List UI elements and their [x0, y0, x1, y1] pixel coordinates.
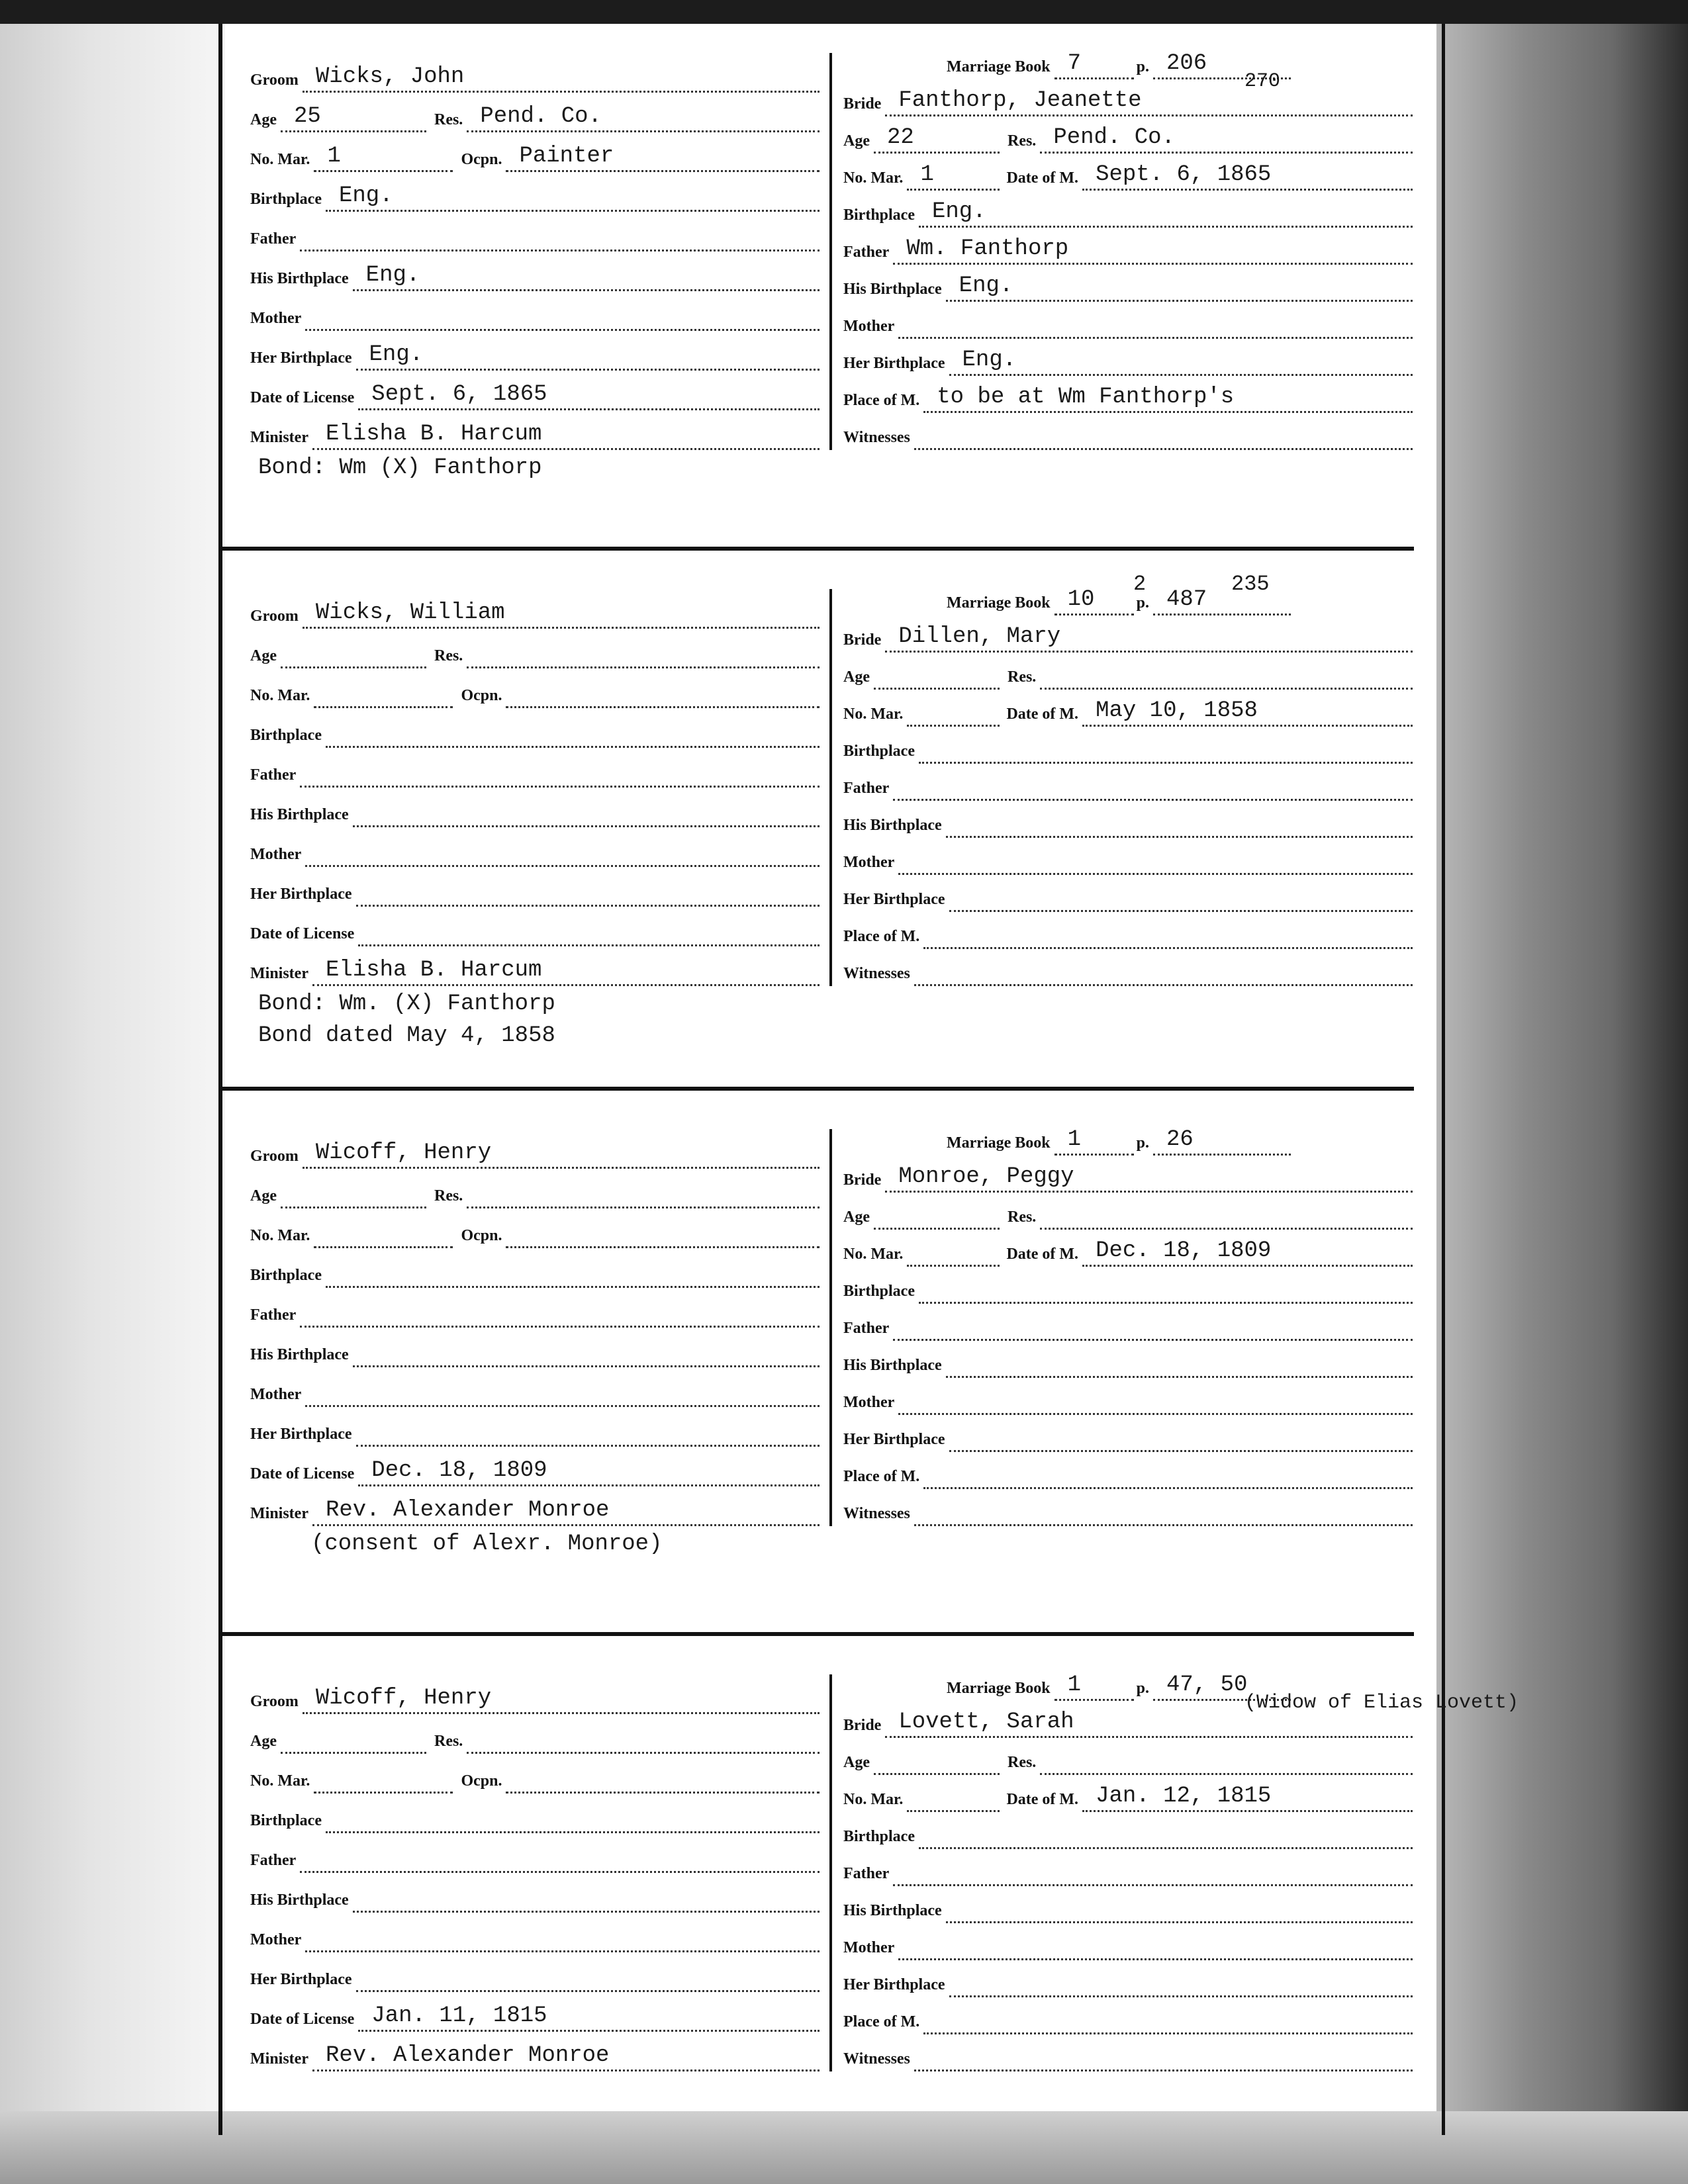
place-of-marriage: to be at Wm Fanthorp's [937, 385, 1235, 410]
date-of-license-label: Date of License [250, 1465, 355, 1482]
bride-res-label: Res. [1007, 1208, 1037, 1226]
bride-her-birthplace-label: Her Birthplace [843, 891, 945, 908]
birthplace-label: Birthplace [250, 191, 322, 208]
groom-occupation: Painter [519, 144, 614, 169]
minister-label: Minister [250, 2050, 308, 2068]
mother-label: Mother [250, 846, 302, 863]
date-of-m-label: Date of M. [1006, 705, 1079, 723]
bride-res-label: Res. [1007, 668, 1037, 686]
birthplace-label: Birthplace [250, 1812, 322, 1829]
marriage-book-label: Marriage Book [947, 58, 1051, 75]
date-of-m-label: Date of M. [1006, 1246, 1079, 1263]
marriage-book-page: 206 [1166, 51, 1207, 76]
place-of-m-label: Place of M. [843, 928, 920, 945]
groom-name: Wicks, John [315, 64, 465, 89]
groom-mothers-birthplace: Eng. [369, 342, 424, 367]
bride-mother-label: Mother [843, 1394, 895, 1411]
minister-name: Rev. Alexander Monroe [325, 2043, 610, 2068]
bride-birthplace-label: Birthplace [843, 1283, 915, 1300]
no-mar-label: No. Mar. [250, 1772, 310, 1790]
date-of-marriage: Dec. 18, 1809 [1096, 1238, 1272, 1263]
no-mar-label: No. Mar. [250, 151, 310, 168]
bride-name: Fanthorp, Jeanette [898, 88, 1142, 113]
ocpn-label: Ocpn. [461, 1227, 502, 1244]
bride-mothers-birthplace: Eng. [962, 347, 1017, 373]
bride-no-mar-label: No. Mar. [843, 1246, 904, 1263]
his-birthplace-label: His Birthplace [250, 270, 349, 287]
scan-left-margin [0, 0, 225, 2184]
witnesses-label: Witnesses [843, 965, 910, 982]
record-divider [222, 1087, 1414, 1091]
book-number-above: 2 [1133, 572, 1147, 596]
bride-label: Bride [843, 1171, 882, 1189]
bride-age: 22 [886, 125, 914, 150]
date-of-license: Sept. 6, 1865 [371, 382, 547, 407]
bride-no-mar-label: No. Mar. [843, 705, 904, 723]
column-divider [829, 589, 832, 986]
right-border-line [1442, 24, 1445, 2135]
bride-label: Bride [843, 631, 882, 649]
bride-her-birthplace-label: Her Birthplace [843, 1431, 945, 1448]
res-label: Res. [434, 1733, 463, 1750]
minister-label: Minister [250, 965, 308, 982]
groom-name: Wicks, William [315, 600, 505, 625]
bride-father-label: Father [843, 1320, 890, 1337]
groom-label: Groom [250, 1148, 299, 1165]
record-note: Bond dated May 4, 1858 [258, 1023, 555, 1048]
bride-name: Monroe, Peggy [898, 1164, 1074, 1189]
birthplace-label: Birthplace [250, 727, 322, 744]
witnesses-label: Witnesses [843, 2050, 910, 2068]
record-note: Bond: Wm (X) Fanthorp [258, 455, 542, 480]
bride-mother-label: Mother [843, 854, 895, 871]
mother-label: Mother [250, 1931, 302, 1948]
res-label: Res. [434, 111, 463, 128]
marriage-book-number: 1 [1067, 1672, 1082, 1698]
mother-label: Mother [250, 310, 302, 327]
scan-top-edge [0, 0, 1688, 24]
bride-father-label: Father [843, 780, 890, 797]
res-label: Res. [434, 1187, 463, 1205]
bride-father-label: Father [843, 244, 890, 261]
groom-no-mar: 1 [327, 144, 341, 169]
record-note: Bond: Wm. (X) Fanthorp [258, 991, 555, 1017]
groom-birthplace: Eng. [339, 183, 393, 208]
column-divider [829, 53, 832, 450]
date-of-license-label: Date of License [250, 389, 355, 406]
bride-res-label: Res. [1007, 1754, 1037, 1771]
his-birthplace-label: His Birthplace [250, 806, 349, 823]
scan-bottom-edge [0, 2111, 1688, 2184]
bride-note: 270 [1244, 70, 1281, 93]
date-of-license-label: Date of License [250, 925, 355, 942]
page-number-above: 235 [1231, 572, 1270, 596]
place-of-m-label: Place of M. [843, 392, 920, 409]
age-label: Age [250, 647, 277, 664]
father-label: Father [250, 1852, 297, 1869]
column-divider [829, 1129, 832, 1526]
minister-label: Minister [250, 1505, 308, 1522]
bride-his-birthplace-label: His Birthplace [843, 817, 942, 834]
date-of-marriage: May 10, 1858 [1096, 698, 1258, 723]
father-label: Father [250, 230, 297, 248]
marriage-book-page: 487 [1166, 587, 1207, 612]
age-label: Age [250, 1733, 277, 1750]
bride-his-birthplace-label: His Birthplace [843, 1357, 942, 1374]
bride-no-mar-label: No. Mar. [843, 1791, 904, 1808]
date-of-marriage: Jan. 12, 1815 [1096, 1784, 1272, 1809]
record-divider [222, 547, 1414, 551]
place-of-m-label: Place of M. [843, 2013, 920, 2030]
minister-name: Rev. Alexander Monroe [325, 1498, 610, 1523]
marriage-book-label: Marriage Book [947, 1134, 1051, 1152]
bride-age-label: Age [843, 132, 870, 150]
groom-residence: Pend. Co. [480, 104, 602, 129]
minister-name: Elisha B. Harcum [325, 958, 542, 983]
bride-birthplace-label: Birthplace [843, 743, 915, 760]
bride-birthplace-label: Birthplace [843, 1828, 915, 1845]
age-label: Age [250, 1187, 277, 1205]
bride-name: Lovett, Sarah [898, 1709, 1074, 1735]
bride-note: (Widow of Elias Lovett) [1244, 1692, 1519, 1714]
date-of-m-label: Date of M. [1006, 1791, 1079, 1808]
groom-name: Wicoff, Henry [315, 1140, 492, 1165]
father-label: Father [250, 1306, 297, 1324]
bride-age-label: Age [843, 668, 870, 686]
bride-age-label: Age [843, 1754, 870, 1771]
page-label: p. [1136, 58, 1149, 75]
column-divider [829, 1674, 832, 2071]
bride-mother-label: Mother [843, 318, 895, 335]
groom-label: Groom [250, 71, 299, 89]
marriage-book-label: Marriage Book [947, 1680, 1051, 1697]
marriage-book-label: Marriage Book [947, 594, 1051, 612]
bride-father: Wm. Fanthorp [906, 236, 1069, 261]
record-divider [222, 1632, 1414, 1636]
marriage-book-page: 47, 50 [1166, 1672, 1248, 1698]
birthplace-label: Birthplace [250, 1267, 322, 1284]
bride-his-birthplace-label: His Birthplace [843, 1902, 942, 1919]
date-of-m-label: Date of M. [1006, 169, 1079, 187]
minister-label: Minister [250, 429, 308, 446]
bride-age-label: Age [843, 1208, 870, 1226]
groom-name: Wicoff, Henry [315, 1686, 492, 1711]
her-birthplace-label: Her Birthplace [250, 1426, 352, 1443]
ocpn-label: Ocpn. [461, 687, 502, 704]
marriage-book-number: 10 [1067, 587, 1095, 612]
groom-label: Groom [250, 608, 299, 625]
bride-no-mar-label: No. Mar. [843, 169, 904, 187]
bride-residence: Pend. Co. [1053, 125, 1175, 150]
no-mar-label: No. Mar. [250, 1227, 310, 1244]
his-birthplace-label: His Birthplace [250, 1891, 349, 1909]
bride-his-birthplace-label: His Birthplace [843, 281, 942, 298]
scan-right-shadow [1436, 0, 1688, 2184]
marriage-book-page: 26 [1166, 1127, 1194, 1152]
ocpn-label: Ocpn. [461, 151, 502, 168]
mother-label: Mother [250, 1386, 302, 1403]
page-label: p. [1136, 1134, 1149, 1152]
groom-age: 25 [293, 104, 321, 129]
her-birthplace-label: Her Birthplace [250, 886, 352, 903]
date-of-license-label: Date of License [250, 2011, 355, 2028]
bride-her-birthplace-label: Her Birthplace [843, 355, 945, 372]
his-birthplace-label: His Birthplace [250, 1346, 349, 1363]
bride-father-label: Father [843, 1865, 890, 1882]
father-label: Father [250, 766, 297, 784]
groom-fathers-birthplace: Eng. [365, 263, 420, 288]
ocpn-label: Ocpn. [461, 1772, 502, 1790]
groom-label: Groom [250, 1693, 299, 1710]
age-label: Age [250, 111, 277, 128]
bride-no-mar: 1 [920, 162, 934, 187]
marriage-book-number: 7 [1067, 51, 1082, 76]
witnesses-label: Witnesses [843, 1505, 910, 1522]
left-border-line [218, 24, 222, 2135]
date-of-license: Jan. 11, 1815 [371, 2003, 547, 2028]
bride-res-label: Res. [1007, 132, 1037, 150]
page-label: p. [1136, 594, 1149, 612]
bride-fathers-birthplace: Eng. [959, 273, 1013, 298]
bride-her-birthplace-label: Her Birthplace [843, 1976, 945, 1993]
date-of-marriage: Sept. 6, 1865 [1096, 162, 1272, 187]
her-birthplace-label: Her Birthplace [250, 349, 352, 367]
bride-mother-label: Mother [843, 1939, 895, 1956]
bride-birthplace: Eng. [932, 199, 986, 224]
bride-label: Bride [843, 95, 882, 113]
page-label: p. [1136, 1680, 1149, 1697]
her-birthplace-label: Her Birthplace [250, 1971, 352, 1988]
bride-birthplace-label: Birthplace [843, 206, 915, 224]
record-note: (consent of Alexr. Monroe) [311, 1531, 663, 1557]
bride-label: Bride [843, 1717, 882, 1734]
witnesses-label: Witnesses [843, 429, 910, 446]
date-of-license: Dec. 18, 1809 [371, 1458, 547, 1483]
no-mar-label: No. Mar. [250, 687, 310, 704]
minister-name: Elisha B. Harcum [325, 422, 542, 447]
marriage-book-number: 1 [1067, 1127, 1082, 1152]
bride-name: Dillen, Mary [898, 624, 1061, 649]
res-label: Res. [434, 647, 463, 664]
place-of-m-label: Place of M. [843, 1468, 920, 1485]
